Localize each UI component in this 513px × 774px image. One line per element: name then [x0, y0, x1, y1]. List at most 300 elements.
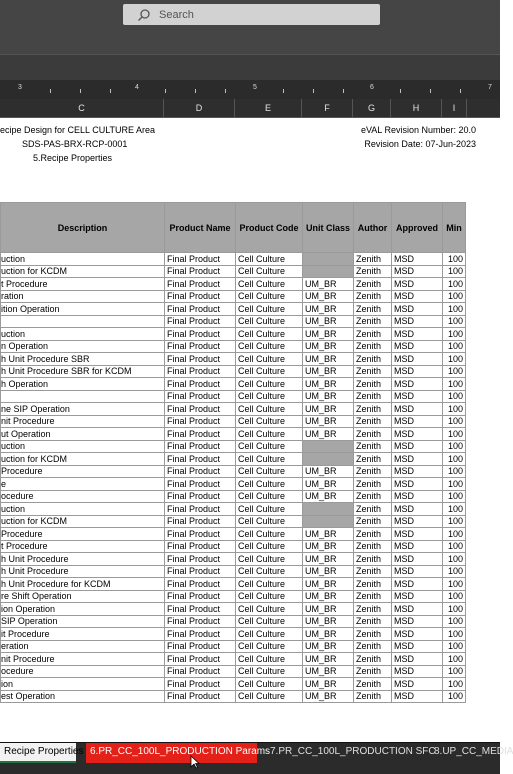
cell-product-name[interactable]: Final Product — [165, 303, 236, 316]
cell-author[interactable]: Zenith — [354, 415, 392, 428]
column-header-h[interactable]: H — [391, 99, 442, 117]
cell-min[interactable]: 100 — [443, 378, 466, 391]
cell-approved[interactable]: MSD — [392, 290, 443, 303]
cell-description[interactable]: uction for KCDM — [1, 265, 165, 278]
cell-product-code[interactable]: Cell Culture — [236, 540, 303, 553]
cell-product-code[interactable]: Cell Culture — [236, 340, 303, 353]
cell-product-code[interactable]: Cell Culture — [236, 440, 303, 453]
cell-description[interactable]: t Procedure — [1, 278, 165, 291]
cell-approved[interactable]: MSD — [392, 528, 443, 541]
cell-min[interactable]: 100 — [443, 603, 466, 616]
table-row — [1, 453, 466, 466]
cell-description[interactable]: h Unit Procedure — [1, 553, 165, 566]
search-placeholder: Search — [159, 8, 194, 21]
tab-up-cc-media[interactable]: 8.UP_CC_MEDIA — [434, 746, 513, 757]
cell-unit-class[interactable]: UM_BR — [303, 378, 354, 391]
cell-product-code[interactable]: Cell Culture — [236, 415, 303, 428]
cell-approved[interactable]: MSD — [392, 340, 443, 353]
cell-product-name[interactable]: Final Product — [165, 478, 236, 491]
cell-product-name[interactable]: Final Product — [165, 503, 236, 516]
cell-product-code[interactable]: Cell Culture — [236, 365, 303, 378]
cell-approved[interactable]: MSD — [392, 390, 443, 403]
table-row — [1, 678, 466, 691]
tab-recipe-properties[interactable]: Recipe Properties — [0, 743, 76, 763]
sheet-area[interactable] — [0, 118, 500, 742]
cell-product-code[interactable]: Cell Culture — [236, 515, 303, 528]
cell-unit-class[interactable]: UM_BR — [303, 340, 354, 353]
cell-min[interactable]: 100 — [443, 665, 466, 678]
cell-description[interactable]: eration — [1, 640, 165, 653]
cell-unit-class[interactable]: UM_BR — [303, 328, 354, 341]
cell-product-name[interactable]: Final Product — [165, 490, 236, 503]
cell-product-name[interactable]: Final Product — [165, 253, 236, 266]
cell-author[interactable]: Zenith — [354, 578, 392, 591]
cell-product-code[interactable]: Cell Culture — [236, 665, 303, 678]
cell-unit-class[interactable]: UM_BR — [303, 528, 354, 541]
table-row — [1, 415, 466, 428]
cell-product-name[interactable]: Final Product — [165, 440, 236, 453]
cell-description[interactable]: ion Operation — [1, 603, 165, 616]
cell-description[interactable]: SIP Operation — [1, 615, 165, 628]
cell-description[interactable]: ocedure — [1, 490, 165, 503]
header-product-name[interactable]: Product Name — [165, 203, 236, 253]
cell-approved[interactable]: MSD — [392, 603, 443, 616]
cell-description[interactable]: t Procedure — [1, 540, 165, 553]
cell-min[interactable]: 100 — [443, 315, 466, 328]
cell-product-code[interactable]: Cell Culture — [236, 528, 303, 541]
cell-unit-class[interactable]: UM_BR — [303, 415, 354, 428]
cell-min[interactable]: 100 — [443, 365, 466, 378]
cell-min[interactable]: 100 — [443, 553, 466, 566]
cell-approved[interactable]: MSD — [392, 328, 443, 341]
cell-product-code[interactable]: Cell Culture — [236, 390, 303, 403]
header-author[interactable]: Author — [354, 203, 392, 253]
cell-description[interactable]: uction — [1, 503, 165, 516]
cell-approved[interactable]: MSD — [392, 453, 443, 466]
cell-min[interactable]: 100 — [443, 253, 466, 266]
table-row — [1, 315, 466, 328]
cell-product-code[interactable]: Cell Culture — [236, 503, 303, 516]
cell-author[interactable]: Zenith — [354, 290, 392, 303]
cell-unit-class[interactable]: UM_BR — [303, 403, 354, 416]
cell-description[interactable]: it Procedure — [1, 628, 165, 641]
cell-product-name[interactable]: Final Product — [165, 515, 236, 528]
cell-unit-class[interactable] — [303, 440, 354, 453]
cell-author[interactable]: Zenith — [354, 590, 392, 603]
cell-approved[interactable]: MSD — [392, 315, 443, 328]
cell-min[interactable]: 100 — [443, 478, 466, 491]
cell-author[interactable]: Zenith — [354, 540, 392, 553]
cell-unit-class[interactable]: UM_BR — [303, 665, 354, 678]
table-row — [1, 378, 466, 391]
cell-description[interactable]: ut Operation — [1, 428, 165, 441]
cell-unit-class[interactable]: UM_BR — [303, 465, 354, 478]
cell-product-code[interactable]: Cell Culture — [236, 678, 303, 691]
cell-description[interactable]: h Operation — [1, 378, 165, 391]
ruler-number: 3 — [18, 84, 22, 91]
cell-unit-class[interactable]: UM_BR — [303, 678, 354, 691]
cell-unit-class[interactable] — [303, 253, 354, 266]
cell-approved[interactable]: MSD — [392, 303, 443, 316]
cell-description[interactable]: n Operation — [1, 340, 165, 353]
cell-unit-class[interactable]: UM_BR — [303, 565, 354, 578]
ruler-number: 7 — [488, 84, 492, 91]
cell-product-name[interactable]: Final Product — [165, 565, 236, 578]
cell-product-name[interactable]: Final Product — [165, 603, 236, 616]
cell-unit-class[interactable] — [303, 515, 354, 528]
doc-code: SDS-PAS-BRX-RCP-0001 — [22, 139, 128, 149]
cell-author[interactable]: Zenith — [354, 453, 392, 466]
cell-product-code[interactable]: Cell Culture — [236, 403, 303, 416]
cell-product-code[interactable]: Cell Culture — [236, 353, 303, 366]
cell-min[interactable]: 100 — [443, 353, 466, 366]
cell-description[interactable]: ne SIP Operation — [1, 403, 165, 416]
table-row — [1, 640, 466, 653]
cell-min[interactable]: 100 — [443, 615, 466, 628]
cell-author[interactable]: Zenith — [354, 678, 392, 691]
cell-product-code[interactable]: Cell Culture — [236, 428, 303, 441]
cell-description[interactable]: ration — [1, 290, 165, 303]
cell-approved[interactable]: MSD — [392, 540, 443, 553]
cell-product-code[interactable]: Cell Culture — [236, 278, 303, 291]
cell-min[interactable]: 100 — [443, 415, 466, 428]
cell-approved[interactable]: MSD — [392, 653, 443, 666]
cell-product-code[interactable]: Cell Culture — [236, 465, 303, 478]
cell-description[interactable]: Procedure — [1, 528, 165, 541]
cell-approved[interactable]: MSD — [392, 365, 443, 378]
cell-min[interactable]: 100 — [443, 565, 466, 578]
cell-author[interactable]: Zenith — [354, 428, 392, 441]
cell-approved[interactable]: MSD — [392, 628, 443, 641]
cell-min[interactable]: 100 — [443, 590, 466, 603]
table-row — [1, 465, 466, 478]
cell-unit-class[interactable]: UM_BR — [303, 653, 354, 666]
cell-product-name[interactable]: Final Product — [165, 278, 236, 291]
cell-product-name[interactable]: Final Product — [165, 290, 236, 303]
cell-approved[interactable]: MSD — [392, 515, 443, 528]
cell-product-code[interactable]: Cell Culture — [236, 265, 303, 278]
cell-product-name[interactable]: Final Product — [165, 315, 236, 328]
cell-min[interactable]: 100 — [443, 440, 466, 453]
cell-product-name[interactable]: Final Product — [165, 465, 236, 478]
cell-min[interactable]: 100 — [443, 490, 466, 503]
cell-author[interactable]: Zenith — [354, 478, 392, 491]
cell-unit-class[interactable]: UM_BR — [303, 540, 354, 553]
cell-product-code[interactable]: Cell Culture — [236, 315, 303, 328]
cell-min[interactable]: 100 — [443, 640, 466, 653]
cell-min[interactable]: 100 — [443, 340, 466, 353]
table-row — [1, 303, 466, 316]
cell-description[interactable] — [1, 315, 165, 328]
tab-pr-cc-100l-production-params[interactable]: 6.PR_CC_100L_PRODUCTION Params — [86, 743, 257, 763]
cell-approved[interactable]: MSD — [392, 428, 443, 441]
cell-unit-class[interactable]: UM_BR — [303, 428, 354, 441]
cell-author[interactable]: Zenith — [354, 490, 392, 503]
cell-min[interactable]: 100 — [443, 403, 466, 416]
cell-product-name[interactable]: Final Product — [165, 615, 236, 628]
cell-approved[interactable]: MSD — [392, 478, 443, 491]
revision-date: Revision Date: 07-Jun-2023 — [364, 139, 476, 149]
cell-author[interactable]: Zenith — [354, 440, 392, 453]
cell-approved[interactable]: MSD — [392, 465, 443, 478]
cell-author[interactable]: Zenith — [354, 328, 392, 341]
cell-product-code[interactable]: Cell Culture — [236, 478, 303, 491]
cell-author[interactable]: Zenith — [354, 390, 392, 403]
cell-min[interactable]: 100 — [443, 528, 466, 541]
cell-min[interactable]: 100 — [443, 453, 466, 466]
cell-author[interactable]: Zenith — [354, 553, 392, 566]
cell-approved[interactable]: MSD — [392, 415, 443, 428]
cell-unit-class[interactable]: UM_BR — [303, 578, 354, 591]
ruler — [0, 80, 500, 99]
cell-product-name[interactable]: Final Product — [165, 665, 236, 678]
cell-approved[interactable]: MSD — [392, 578, 443, 591]
cell-author[interactable]: Zenith — [354, 253, 392, 266]
cell-approved[interactable]: MSD — [392, 440, 443, 453]
cell-unit-class[interactable]: UM_BR — [303, 690, 354, 703]
table-row — [1, 590, 466, 603]
cell-product-name[interactable]: Final Product — [165, 428, 236, 441]
cell-product-code[interactable]: Cell Culture — [236, 653, 303, 666]
cell-description[interactable]: uction for KCDM — [1, 515, 165, 528]
cell-description[interactable]: nit Procedure — [1, 653, 165, 666]
cell-description[interactable]: nit Procedure — [1, 415, 165, 428]
cell-approved[interactable]: MSD — [392, 490, 443, 503]
cell-product-name[interactable]: Final Product — [165, 378, 236, 391]
cell-min[interactable]: 100 — [443, 540, 466, 553]
header-min[interactable]: Min — [443, 203, 466, 253]
cell-unit-class[interactable]: UM_BR — [303, 303, 354, 316]
cell-product-code[interactable]: Cell Culture — [236, 290, 303, 303]
cell-unit-class[interactable] — [303, 453, 354, 466]
cell-min[interactable]: 100 — [443, 515, 466, 528]
column-header-g[interactable]: G — [353, 99, 391, 117]
cell-product-code[interactable]: Cell Culture — [236, 590, 303, 603]
cell-author[interactable]: Zenith — [354, 528, 392, 541]
cell-min[interactable]: 100 — [443, 690, 466, 703]
cell-unit-class[interactable]: UM_BR — [303, 615, 354, 628]
header-product-code[interactable]: Product Code — [236, 203, 303, 253]
cell-description[interactable]: e — [1, 478, 165, 491]
cell-product-code[interactable]: Cell Culture — [236, 603, 303, 616]
cell-product-code[interactable]: Cell Culture — [236, 253, 303, 266]
header-unit-class[interactable]: Unit Class — [303, 203, 354, 253]
cell-min[interactable]: 100 — [443, 653, 466, 666]
cell-product-name[interactable]: Final Product — [165, 653, 236, 666]
cell-unit-class[interactable]: UM_BR — [303, 315, 354, 328]
recipe-table — [0, 202, 466, 703]
cell-description[interactable]: uction for KCDM — [1, 453, 165, 466]
cell-author[interactable]: Zenith — [354, 340, 392, 353]
cell-approved[interactable]: MSD — [392, 640, 443, 653]
cell-product-name[interactable]: Final Product — [165, 553, 236, 566]
cell-product-code[interactable]: Cell Culture — [236, 640, 303, 653]
column-header-e[interactable]: E — [235, 99, 302, 117]
cell-description[interactable]: h Unit Procedure SBR — [1, 353, 165, 366]
cell-product-name[interactable]: Final Product — [165, 590, 236, 603]
cell-author[interactable]: Zenith — [354, 503, 392, 516]
cell-product-name[interactable]: Final Product — [165, 640, 236, 653]
cell-author[interactable]: Zenith — [354, 378, 392, 391]
tab-pr-cc-100l-production-sfc[interactable]: 7.PR_CC_100L_PRODUCTION SFC — [270, 746, 436, 757]
cell-description[interactable]: ocedure — [1, 665, 165, 678]
cell-unit-class[interactable]: UM_BR — [303, 353, 354, 366]
table-row — [1, 515, 466, 528]
cell-min[interactable]: 100 — [443, 503, 466, 516]
cell-author[interactable]: Zenith — [354, 303, 392, 316]
cell-product-name[interactable]: Final Product — [165, 528, 236, 541]
cell-unit-class[interactable] — [303, 503, 354, 516]
cell-approved[interactable]: MSD — [392, 690, 443, 703]
column-header-f[interactable]: F — [302, 99, 353, 117]
cell-approved[interactable]: MSD — [392, 403, 443, 416]
cell-approved[interactable]: MSD — [392, 353, 443, 366]
cell-description[interactable]: h Unit Procedure SBR for KCDM — [1, 365, 165, 378]
table-row — [1, 565, 466, 578]
column-header-d[interactable]: D — [164, 99, 235, 117]
cell-author[interactable]: Zenith — [354, 653, 392, 666]
cell-product-code[interactable]: Cell Culture — [236, 303, 303, 316]
ribbon-strip — [0, 54, 500, 81]
cell-author[interactable]: Zenith — [354, 365, 392, 378]
cell-unit-class[interactable]: UM_BR — [303, 603, 354, 616]
cell-min[interactable]: 100 — [443, 578, 466, 591]
cell-description[interactable]: ion — [1, 678, 165, 691]
cell-approved[interactable]: MSD — [392, 553, 443, 566]
table-row — [1, 603, 466, 616]
cell-unit-class[interactable]: UM_BR — [303, 590, 354, 603]
cell-approved[interactable]: MSD — [392, 615, 443, 628]
cell-description[interactable]: uction — [1, 440, 165, 453]
cell-author[interactable]: Zenith — [354, 515, 392, 528]
cell-product-name[interactable]: Final Product — [165, 453, 236, 466]
cell-description[interactable]: uction — [1, 328, 165, 341]
cell-description[interactable] — [1, 390, 165, 403]
cell-unit-class[interactable]: UM_BR — [303, 290, 354, 303]
cell-min[interactable]: 100 — [443, 290, 466, 303]
header-approved[interactable]: Approved — [392, 203, 443, 253]
search-box[interactable] — [123, 4, 380, 25]
cell-author[interactable]: Zenith — [354, 640, 392, 653]
cell-approved[interactable]: MSD — [392, 565, 443, 578]
header-description[interactable]: Description — [1, 203, 165, 253]
cell-description[interactable]: uction — [1, 253, 165, 266]
cell-product-name[interactable]: Final Product — [165, 678, 236, 691]
cell-product-name[interactable]: Final Product — [165, 340, 236, 353]
cell-description[interactable]: re Shift Operation — [1, 590, 165, 603]
column-header-i[interactable]: I — [442, 99, 467, 117]
cell-product-code[interactable]: Cell Culture — [236, 453, 303, 466]
cell-approved[interactable]: MSD — [392, 378, 443, 391]
cell-unit-class[interactable]: UM_BR — [303, 365, 354, 378]
cell-product-name[interactable]: Final Product — [165, 628, 236, 641]
cell-description[interactable]: h Unit Procedure — [1, 565, 165, 578]
cell-product-code[interactable]: Cell Culture — [236, 615, 303, 628]
cell-product-name[interactable]: Final Product — [165, 415, 236, 428]
cell-product-code[interactable]: Cell Culture — [236, 490, 303, 503]
cell-product-name[interactable]: Final Product — [165, 390, 236, 403]
cell-product-code[interactable]: Cell Culture — [236, 328, 303, 341]
cell-product-code[interactable]: Cell Culture — [236, 565, 303, 578]
cell-description[interactable]: Procedure — [1, 465, 165, 478]
cell-approved[interactable]: MSD — [392, 678, 443, 691]
cell-unit-class[interactable]: UM_BR — [303, 278, 354, 291]
cell-author[interactable]: Zenith — [354, 278, 392, 291]
cell-author[interactable]: Zenith — [354, 603, 392, 616]
cell-approved[interactable]: MSD — [392, 253, 443, 266]
cell-author[interactable]: Zenith — [354, 665, 392, 678]
cell-product-name[interactable]: Final Product — [165, 365, 236, 378]
cell-unit-class[interactable]: UM_BR — [303, 490, 354, 503]
cell-min[interactable]: 100 — [443, 303, 466, 316]
cell-author[interactable]: Zenith — [354, 465, 392, 478]
cell-min[interactable]: 100 — [443, 465, 466, 478]
cell-product-name[interactable]: Final Product — [165, 353, 236, 366]
column-headers — [0, 99, 500, 118]
ruler-number: 6 — [370, 84, 374, 91]
cell-product-name[interactable]: Final Product — [165, 578, 236, 591]
cell-unit-class[interactable]: UM_BR — [303, 553, 354, 566]
table-row — [1, 265, 466, 278]
cell-product-code[interactable]: Cell Culture — [236, 628, 303, 641]
cell-product-name[interactable]: Final Product — [165, 328, 236, 341]
cell-product-name[interactable]: Final Product — [165, 265, 236, 278]
cell-author[interactable]: Zenith — [354, 265, 392, 278]
cell-min[interactable]: 100 — [443, 428, 466, 441]
cell-author[interactable]: Zenith — [354, 315, 392, 328]
table-row — [1, 290, 466, 303]
cell-product-code[interactable]: Cell Culture — [236, 553, 303, 566]
cell-approved[interactable]: MSD — [392, 503, 443, 516]
cell-product-code[interactable]: Cell Culture — [236, 578, 303, 591]
cell-author[interactable]: Zenith — [354, 353, 392, 366]
cell-product-code[interactable]: Cell Culture — [236, 378, 303, 391]
cell-min[interactable]: 100 — [443, 328, 466, 341]
cell-unit-class[interactable]: UM_BR — [303, 390, 354, 403]
cell-product-name[interactable]: Final Product — [165, 540, 236, 553]
cell-author[interactable]: Zenith — [354, 690, 392, 703]
table-header-row — [1, 203, 466, 253]
cell-description[interactable]: ition Operation — [1, 303, 165, 316]
cell-author[interactable]: Zenith — [354, 403, 392, 416]
cell-unit-class[interactable] — [303, 265, 354, 278]
cell-product-name[interactable]: Final Product — [165, 403, 236, 416]
cell-min[interactable]: 100 — [443, 628, 466, 641]
table-row — [1, 328, 466, 341]
column-header-c[interactable]: C — [0, 99, 164, 117]
cell-unit-class[interactable]: UM_BR — [303, 628, 354, 641]
cell-approved[interactable]: MSD — [392, 590, 443, 603]
cell-approved[interactable]: MSD — [392, 665, 443, 678]
cell-description[interactable]: h Unit Procedure for KCDM — [1, 578, 165, 591]
cell-min[interactable]: 100 — [443, 278, 466, 291]
cell-author[interactable]: Zenith — [354, 628, 392, 641]
cell-description[interactable]: est Operation — [1, 690, 165, 703]
cell-product-code[interactable]: Cell Culture — [236, 690, 303, 703]
cell-min[interactable]: 100 — [443, 678, 466, 691]
cell-unit-class[interactable]: UM_BR — [303, 478, 354, 491]
cell-product-name[interactable]: Final Product — [165, 690, 236, 703]
table-row — [1, 353, 466, 366]
cell-author[interactable]: Zenith — [354, 615, 392, 628]
cell-approved[interactable]: MSD — [392, 265, 443, 278]
cell-author[interactable]: Zenith — [354, 565, 392, 578]
cell-unit-class[interactable]: UM_BR — [303, 640, 354, 653]
cell-min[interactable]: 100 — [443, 265, 466, 278]
cell-approved[interactable]: MSD — [392, 278, 443, 291]
table-row — [1, 628, 466, 641]
cell-min[interactable]: 100 — [443, 390, 466, 403]
